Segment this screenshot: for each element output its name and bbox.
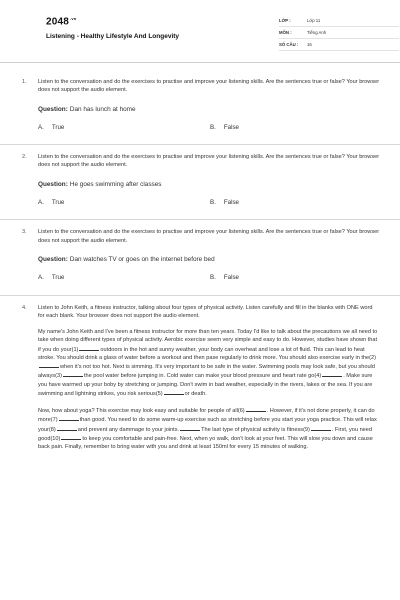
blank-7[interactable] [59,415,79,421]
question-instruction: Listen to the conversation and do the exercises to practise and improve your listening skills. Are the sentences true or false? Your browser does not support the audio element. [38,229,380,244]
blank-3[interactable] [63,371,83,377]
question-list [22,78,378,460]
blank-8[interactable] [57,425,77,431]
blank-4[interactable] [322,371,342,377]
question-instruction: Listen to the conversation and do the exercises to practise and improve your listening skills. Are the sentences true or false? Your browser does not support the audio element. [38,79,380,94]
info-row-count: SỐ CÂU : 16 [279,39,399,51]
info-row-class: LỚP : Lớp 11 [279,15,399,27]
question-divider [0,219,400,220]
info-row-subject: MÔN : Tiếng Anh [279,27,399,39]
question-prompt: Question: Dan watches TV or goes on the internet before bed [38,255,215,263]
blank-5[interactable] [164,389,184,395]
question-number: 2. [22,154,27,161]
info-table [279,15,399,51]
option-false[interactable]: B. False [210,274,239,282]
passage-paragraph-1: My name's John Keith and I've been a fitness instructor for more than ten years. Today I'd like to talk about the precautions we all need to take when doing different types of physical activity. Aerobic exercise seem very simple and easy to do. However, studies have shown that if you do your(1) outdoors in the hot and sunny weather, your body can overheat and lose a lot of fluid. This can lead to heat stroke. You should drink a glass of water before a workout and then pase regularly to drink more. You should also exercise early in the(2)when it's not too hot. Next is simming. It's very important to be safe in the water. Swimming pools may look safe, but you should always(3) the pool water before jumping in. Cold water can make your blood pressure and heart rate go(4) . Make sure you have warmed up your boby by stretching or jumping. Don't swim in bad weather, especially in the rivers, lakes or the sea. If you are swimming and lightning strikes, you risk serious(5) or death. [38,329,378,397]
question-1 [22,78,378,132]
question-instruction: Listen to John Keith, a fitness instructor, talking about four types of physical activity. Listen carefully and fill in the blanks with ONE word for each blank. Your browser does not support the audio element. [38,304,373,319]
passage-paragraph-2: Now, how about yoga? This exercise may look easy and suitable for people of all(6) . However, if it's not done properly, it can do more(7) than good. You need to do some warm-up exercise such as stretching before you start your yoga practice. This will relax your(8) and prevent any dammage to your joints. The last type of physical activity is fitness(9) . First, you need good(10) to keep you comfortable and pain-free. Next, when yo walk, don't look at your feet. This will slow you down and cause back pain. Finally, remember to bring water with you and drink at least 150ml for every 15 minutes of walking. [38,408,377,451]
answer-options [38,123,382,132]
blank-6[interactable] [246,406,266,412]
blank-2[interactable] [39,362,59,368]
question-prompt: Question: Dan has lunch at home [38,105,136,113]
page-title: Listening - Healthy Lifestyle And Longevity [46,33,180,40]
blank-10[interactable] [61,434,81,440]
option-false[interactable]: B. False [210,124,239,131]
question-number: 4. [22,304,27,311]
option-false[interactable]: B. False [210,199,239,207]
option-true[interactable]: A. True [38,124,65,131]
option-true[interactable]: A. True [38,274,65,282]
question-divider [0,144,400,145]
site-logo[interactable]: $2048^{.vn}$ [46,16,77,28]
page-header [24,0,376,60]
question-2 [22,153,378,207]
option-true[interactable]: A. True [38,199,65,207]
listening-passage [38,328,378,451]
question-prompt: Question: He goes swimming after classes [38,180,162,188]
question-number: 3. [22,229,27,236]
question-divider [0,295,400,296]
blank-9[interactable] [311,425,331,431]
question-4 [22,304,378,460]
question-instruction: Listen to the conversation and do the exercises to practise and improve your listening skills. Are the sentences true or false? Your browser does not support the audio element. [38,154,380,169]
question-number: 1. [22,79,27,85]
answer-options [38,273,382,282]
blank-1[interactable] [79,345,99,351]
answer-options [38,198,382,207]
header-divider [0,62,400,63]
blank-underline[interactable] [180,425,200,431]
question-3 [22,228,378,282]
